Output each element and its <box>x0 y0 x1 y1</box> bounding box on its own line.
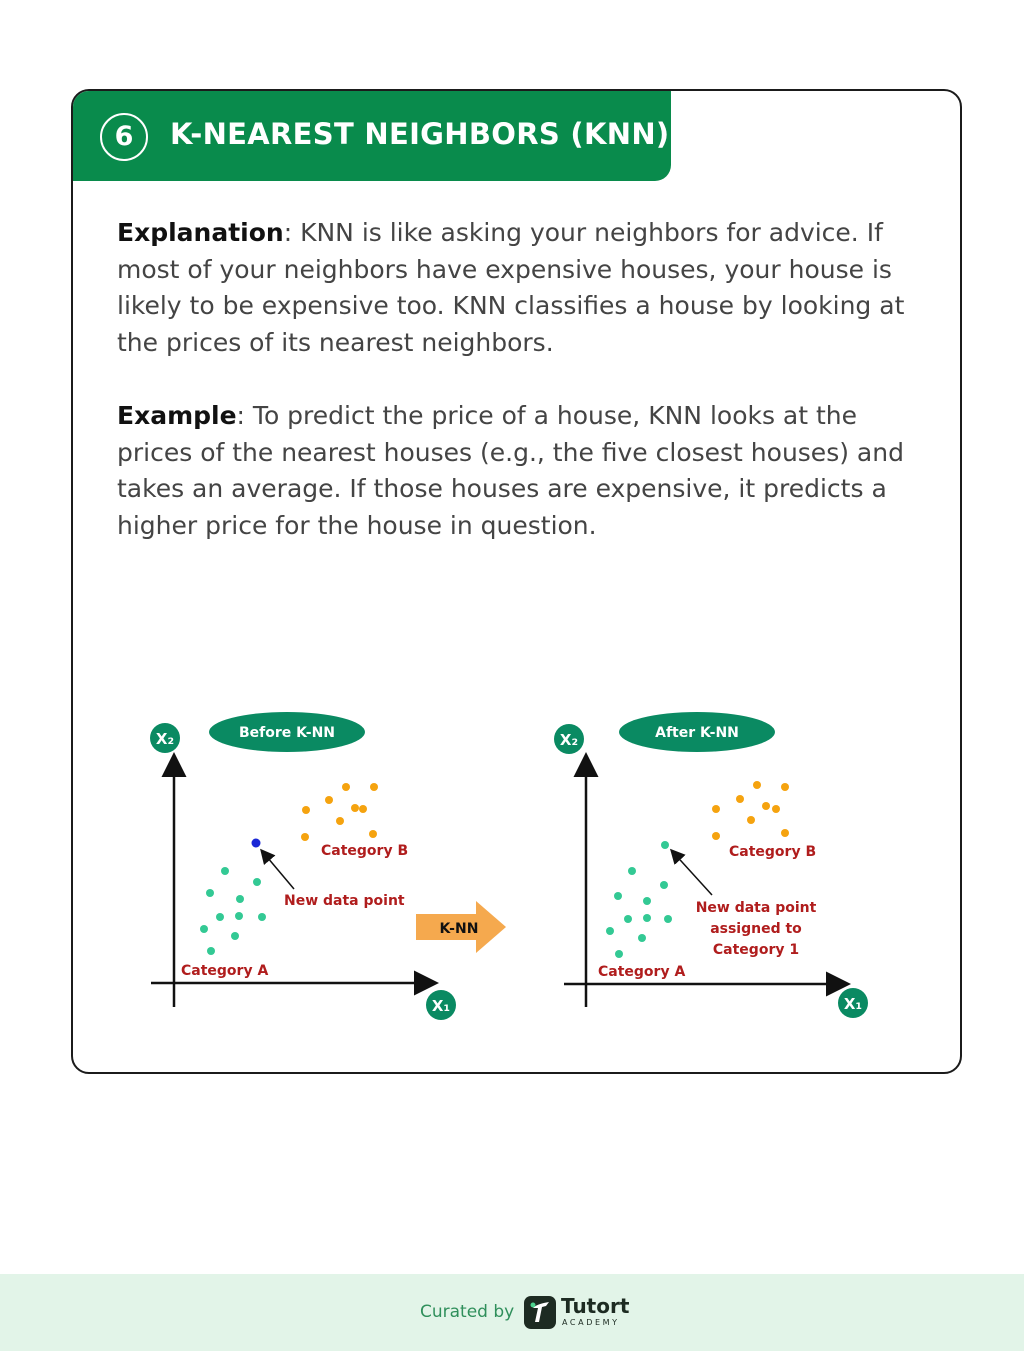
tutort-logo-icon <box>524 1296 556 1329</box>
section-title: K-NEAREST NEIGHBORS (KNN) <box>170 117 670 151</box>
example-label: Example <box>117 401 237 430</box>
explanation-paragraph <box>117 215 937 362</box>
footer <box>0 1274 1024 1351</box>
after-category-a-points <box>606 841 672 958</box>
after-category-b-label: Category B <box>729 844 817 860</box>
after-category-b-points <box>712 781 789 840</box>
example-paragraph <box>117 398 937 545</box>
before-x-axis-label: X₁ <box>431 997 451 1015</box>
after-new-point-label-line2: assigned to <box>710 921 802 937</box>
before-new-data-point <box>252 839 261 848</box>
before-category-a-points <box>200 867 266 955</box>
before-y-axis-label: X₂ <box>155 730 175 748</box>
before-pointer-arrow <box>262 851 294 889</box>
knn-transition-arrow <box>416 901 506 953</box>
after-x-axis-label: X₁ <box>843 995 863 1013</box>
example-text: : To predict the price of a house, KNN looks at the prices of the nearest houses (e.g., the five closest houses) and takes an average. If those houses are expensive, it predicts a higher price for the house in question. <box>117 401 904 541</box>
section-number-badge: 6 <box>100 113 148 161</box>
explanation-label: Explanation <box>117 218 284 247</box>
after-title: After K-NN <box>655 725 739 741</box>
after-new-point-label-line3: Category 1 <box>712 942 800 958</box>
after-y-axis-label: X₂ <box>559 731 579 749</box>
before-new-point-label: New data point <box>284 893 405 909</box>
after-category-a-label: Category A <box>598 964 686 980</box>
before-category-b-points <box>301 783 378 841</box>
before-category-b-label: Category B <box>321 843 409 859</box>
explanation-text: : KNN is like asking your neighbors for advice. If most of your neighbors have expensive houses, your house is likely to be expensive too. KNN classifies a house by looking at the prices of its nearest neighbors. <box>117 218 905 358</box>
before-title: Before K-NN <box>238 725 336 741</box>
brand-name: Tutort <box>561 1294 630 1318</box>
knn-arrow-label: K-NN <box>439 921 479 937</box>
after-panel <box>554 712 868 1018</box>
before-category-a-label: Category A <box>181 963 269 979</box>
after-new-point-label-line1: New data point <box>695 900 817 916</box>
curated-by-text: Curated by <box>420 1302 515 1322</box>
section-header <box>73 91 671 181</box>
knn-diagram <box>144 705 884 1025</box>
after-pointer-arrow <box>672 851 712 895</box>
brand-subtitle: ACADEMY <box>562 1318 620 1327</box>
before-panel <box>150 712 456 1020</box>
